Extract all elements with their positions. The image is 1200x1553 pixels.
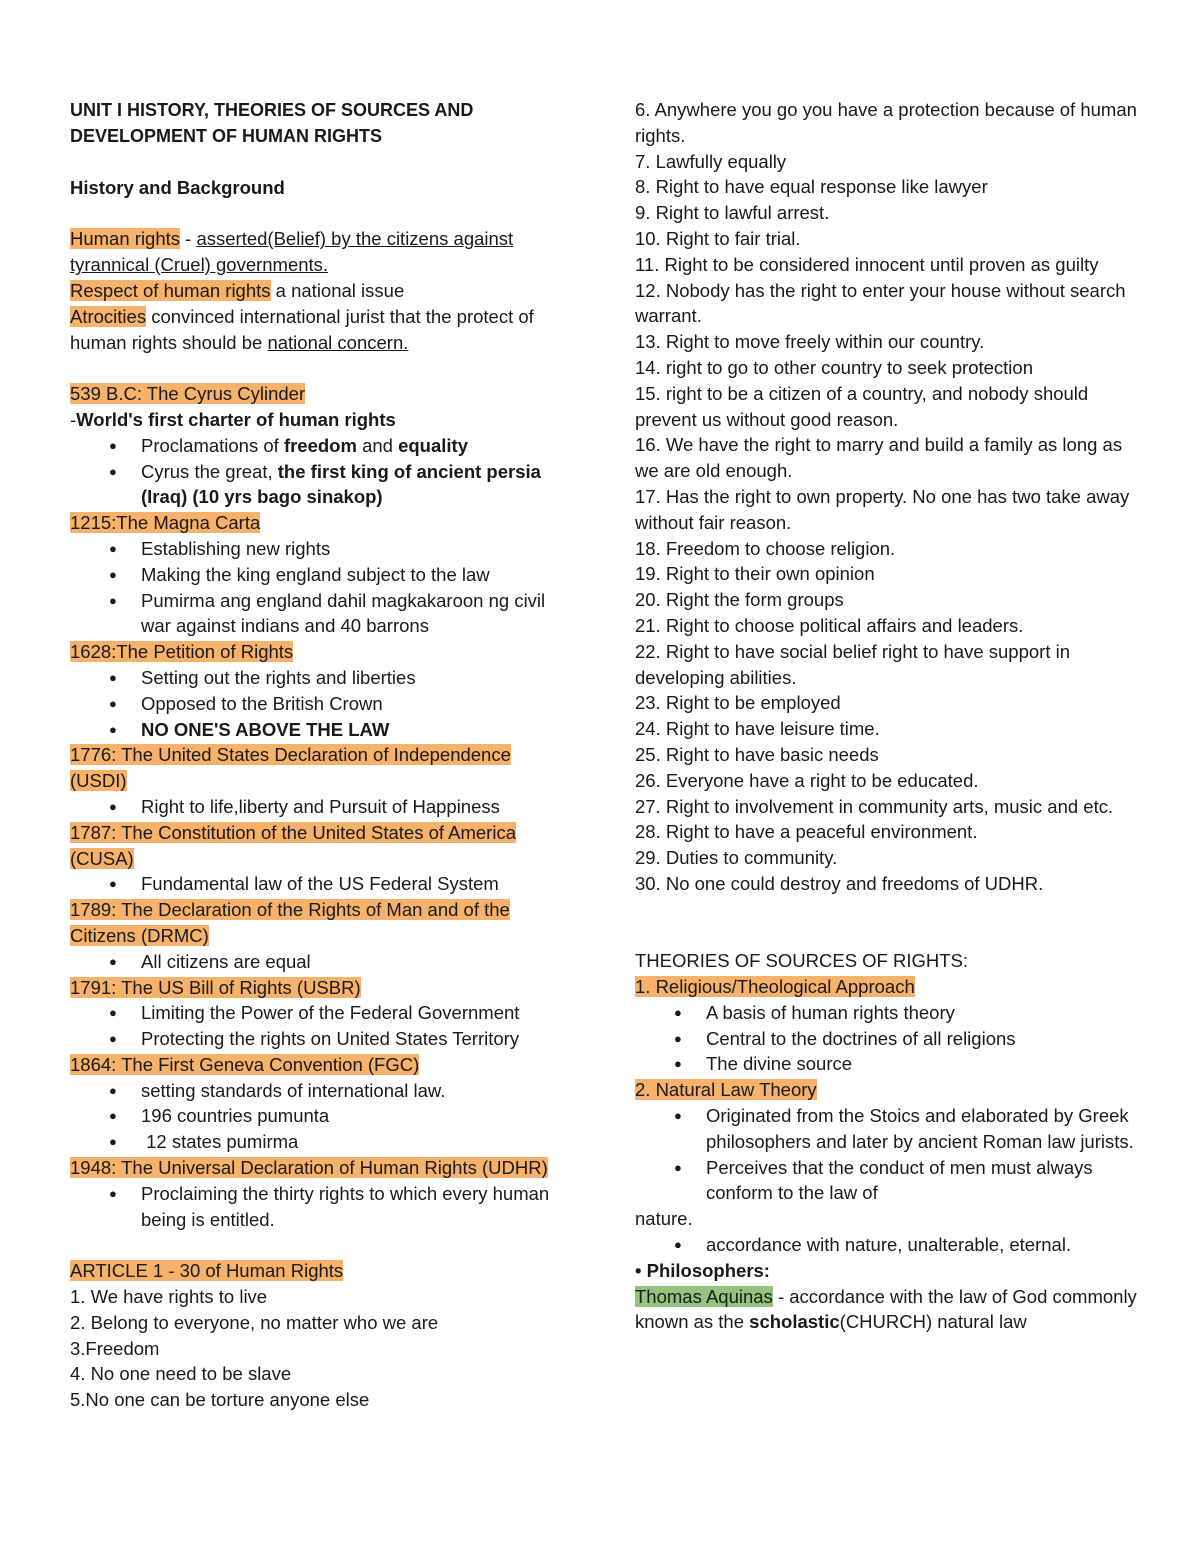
article-item: 9. Right to lawful arrest. <box>635 202 830 224</box>
article-item: 7. Lawfully equally <box>635 150 787 172</box>
article-item: 5.No one can be torture anyone else <box>70 1389 370 1411</box>
list-item: ● Opposed to the British Crown <box>70 691 570 717</box>
list-item: ● Proclaiming the thirty rights to which every human being is entitled. <box>70 1181 570 1233</box>
list-item: ● 196 countries pumunta <box>70 1103 570 1129</box>
list-item: ● Perceives that the conduct of men must always conform to the law of <box>635 1155 1145 1207</box>
article-item: 20. Right the form groups <box>635 589 844 611</box>
list-item: ● All citizens are equal <box>70 949 570 975</box>
article-item: 22. Right to have social belief right to have support in developing abilities. <box>635 640 1071 688</box>
nature-line: nature. <box>635 1208 693 1230</box>
petition-bullets <box>70 665 570 742</box>
religious-heading: 1. Religious/Theological Approach <box>635 976 915 998</box>
respect-term: Respect of human rights <box>70 279 271 301</box>
list-item: ● setting standards of international law. <box>70 1078 570 1104</box>
magna-heading: 1215:The Magna Carta <box>70 512 261 534</box>
article-item: 25. Right to have basic needs <box>635 743 879 765</box>
article-item: 4. No one need to be slave <box>70 1363 292 1385</box>
udhr-heading: 1948: The Universal Declaration of Human Rights (UDHR) <box>70 1157 548 1179</box>
cyrus-bullets <box>70 433 570 510</box>
list-item: ● Pumirma ang england dahil magkakaroon ng civil war against indians and 40 barrons <box>70 588 570 640</box>
list-item: ● Establishing new rights <box>70 536 570 562</box>
list-item: ● Originated from the Stoics and elaborated by Greek philosophers and later by ancient Roman law jurists. <box>635 1103 1145 1155</box>
list-item: ● NO ONE'S ABOVE THE LAW <box>70 717 570 743</box>
aquinas-paragraph: Thomas Aquinas - accordance with the law of God commonly known as the scholastic(CHURCH) natural law <box>635 1285 1137 1333</box>
article-item: 18. Freedom to choose religion. <box>635 537 896 559</box>
philosophers-label: • Philosophers: <box>635 1259 770 1281</box>
section-heading: History and Background <box>70 176 285 198</box>
article-item: 10. Right to fair trial. <box>635 227 801 249</box>
article-item: 26. Everyone have a right to be educated. <box>635 769 979 791</box>
theories-heading: THEORIES OF SOURCES OF RIGHTS: <box>635 950 969 972</box>
title-line-1: UNIT I HISTORY, THEORIES OF SOURCES AND <box>70 100 474 120</box>
article-item: 14. right to go to other country to seek protection <box>635 356 1033 378</box>
atrocities-line: Atrocities convinced international jurist that the protect of <box>70 305 534 327</box>
article-item: 11. Right to be considered innocent until proven as guilty <box>635 253 1099 275</box>
list-item: ● Protecting the rights on United States Territory <box>70 1026 570 1052</box>
aquinas-name: Thomas Aquinas <box>635 1285 773 1307</box>
human-rights-term: Human rights <box>70 228 181 250</box>
article-item: 15. right to be a citizen of a country, and nobody should prevent us without good reason. <box>635 382 1089 430</box>
list-item: ● Setting out the rights and liberties <box>70 665 570 691</box>
list-item: ● Right to life,liberty and Pursuit of Happiness <box>70 794 570 820</box>
list-item: ● Fundamental law of the US Federal System <box>70 871 570 897</box>
cusa-heading: 1787: The Constitution of the United States of America (CUSA) <box>70 821 516 869</box>
fgc-heading: 1864: The First Geneva Convention (FGC) <box>70 1053 420 1075</box>
article-item: 3.Freedom <box>70 1337 160 1359</box>
human-rights-def: asserted(Belief) by the citizens against <box>196 228 514 250</box>
cyrus-sub: -World's first charter of human rights <box>70 408 396 430</box>
atrocities-term: Atrocities <box>70 305 147 327</box>
article-item: 13. Right to move freely within our country. <box>635 331 985 353</box>
article-item: 28. Right to have a peaceful environment. <box>635 821 978 843</box>
title-line-2: DEVELOPMENT OF HUMAN RIGHTS <box>70 126 383 146</box>
article-item: 27. Right to involvement in community arts, music and etc. <box>635 795 1114 817</box>
article-item: 19. Right to their own opinion <box>635 563 875 585</box>
article-item: 29. Duties to community. <box>635 847 838 869</box>
list-item: ● Central to the doctrines of all religions <box>635 1026 1145 1052</box>
article-item: 24. Right to have leisure time. <box>635 718 880 740</box>
list-item: ● 12 states pumirma <box>70 1129 570 1155</box>
natural-heading: 2. Natural Law Theory <box>635 1079 817 1101</box>
articles-heading: ARTICLE 1 - 30 of Human Rights <box>70 1260 344 1282</box>
article-item: 8. Right to have equal response like lawyer <box>635 176 988 198</box>
article-item: 2. Belong to everyone, no matter who we are <box>70 1311 439 1333</box>
list-item: ● Limiting the Power of the Federal Government <box>70 1000 570 1026</box>
magna-bullets <box>70 536 570 639</box>
left-column <box>70 97 570 1413</box>
right-column <box>635 97 1145 1335</box>
drmc-heading: 1789: The Declaration of the Rights of Man and of the Citizens (DRMC) <box>70 899 510 946</box>
article-item: 6. Anywhere you go you have a protection because of human rights. <box>635 99 1137 146</box>
human-rights-definition: Human rights - asserted(Belief) by the citizens against <box>70 228 514 250</box>
usdi-heading: 1776: The United States Declaration of Independence (USDI) <box>70 744 511 792</box>
article-list <box>635 97 1145 897</box>
usbr-heading: 1791: The US Bill of Rights (USBR) <box>70 976 361 998</box>
document-title <box>70 97 570 149</box>
article-item: 17. Has the right to own property. No one has two take away without fair reason. <box>635 485 1130 533</box>
article-item: 12. Nobody has the right to enter your house without search warrant. <box>635 279 1126 327</box>
article-item: 30. No one could destroy and freedoms of UDHR. <box>635 872 1044 894</box>
list-item: ● Proclamations of freedom and equality <box>70 433 570 459</box>
article-item: 16. We have the right to marry and build a family as long as we are old enough. <box>635 434 1123 482</box>
article-item: 1. We have rights to live <box>70 1286 268 1308</box>
list-item: ● The divine source <box>635 1051 1145 1077</box>
respect-line: Respect of human rights a national issue <box>70 279 405 301</box>
list-item: ● Making the king england subject to the law <box>70 562 570 588</box>
article-item: 21. Right to choose political affairs and leaders. <box>635 614 1024 636</box>
list-item: ● Cyrus the great, the first king of ancient persia (Iraq) (10 yrs bago sinakop) <box>70 459 570 511</box>
cyrus-heading: 539 B.C: The Cyrus Cylinder <box>70 383 306 405</box>
petition-heading: 1628:The Petition of Rights <box>70 641 294 663</box>
human-rights-def-2: tyrannical (Cruel) governments. <box>70 254 329 276</box>
atrocities-line-2: human rights should be national concern. <box>70 331 409 353</box>
article-item: 23. Right to be employed <box>635 692 841 714</box>
list-item: ● A basis of human rights theory <box>635 1000 1145 1026</box>
list-item: ● accordance with nature, unalterable, eternal. <box>635 1232 1145 1258</box>
